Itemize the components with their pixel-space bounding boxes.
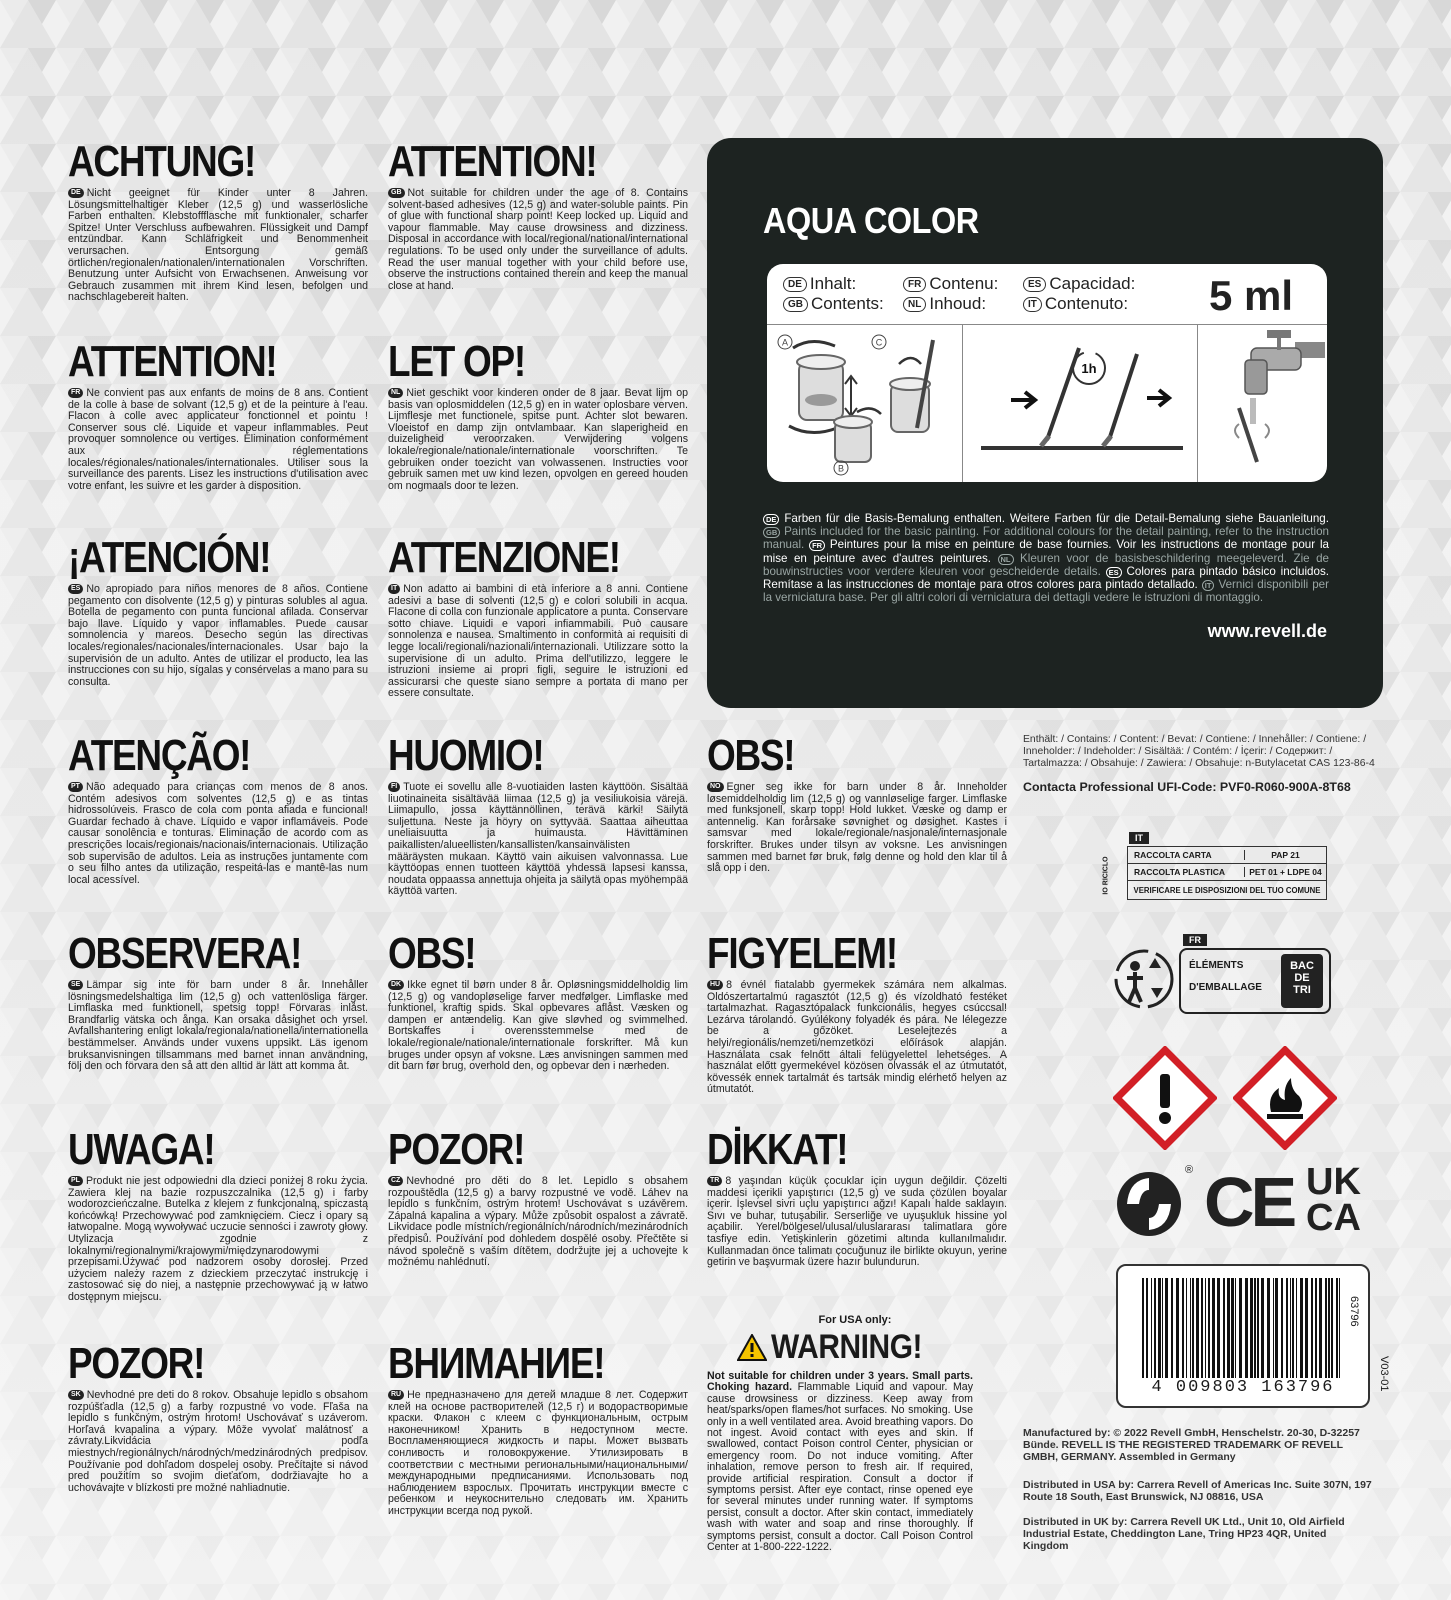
warning-it xyxy=(388,533,688,700)
warning-text: IT Non adatto ai bambini di età inferiore a 8 anni. Contiene adesivi a base di solventi (12,5 g) e colori solubili in acqua. Flacone di colla con funzionale applicatore a punta. Conservare sotto chiave. Liquidi e vapori infiammabili. Può causare sonnolenza e nausea. Smaltimento in conformità ai requisiti di legge locali/regionali/nazionali/internazionali. Utilizzare sotto la supervisione di un adulto. Prima dell'utilizzo, leggere le istruzioni insieme ai propri figli, seguire le istruzioni ed assicurarsi che queste siano sempre a portata di mano per essere consultate. xyxy=(388,583,688,700)
barcode-bar xyxy=(1176,1278,1179,1378)
warning-heading: LET OP! xyxy=(388,337,525,386)
barcode-bar xyxy=(1328,1278,1330,1378)
warning-text: PL Produkt nie jest odpowiedni dla dzieci poniżej 8 roku życia. Zawiera klej na bazie rozpuszczalnika (12,5 g) i farby wodorozcieńczalne. Butelka z klejem z funkcjonalną, spiczastą końcówką! Przechowywać pod zamknięciem. Ciecz i opary są łatwopalne. Mogą wywoływać uczucie senności i zawroty głowy. Utylizacja zgodnie z lokalnymi/regionalnymi/krajowymi/międzynarodowymi przepisami.Używać pod nadzorem osoby dorosłej. Przed użyciem należy razem z dzieckiem przeczytać instrukcję i zastosować się do niej, a następnie przechowywać ją w łatwo dostępnym miejscu. xyxy=(68,1175,368,1303)
lang-badge: CZ xyxy=(388,1176,403,1186)
barcode-bar xyxy=(1146,1278,1148,1378)
lang-badge: ES xyxy=(68,584,83,594)
barcode-bar xyxy=(1296,1278,1297,1378)
warning-text: NL Niet geschikt voor kinderen onder de 8 jaar. Bevat lijm op basis van oplosmiddelen (12,5 g) en in water oplosbare verven. Lijmflesje met functionele, spitse punt. Achter slot bewaren. Vloeistof en damp zijn ontvlambaar. Kan slaperigheid en duizeligheid veroorzaken. Verwijdering volgens lokale/regionale/nationale/internationale voorschriften. Te gebruiken onder toezicht van volwassenen. Instructies voor gebruik samen met uw kind lezen, opvolgen en gereed houden om nogmaals door te lezen. xyxy=(388,387,688,492)
lang-badge: NO xyxy=(707,782,724,792)
usa-text: Not suitable for children under 3 years. Small parts. Choking hazard. Flammable Liquid and vapour. May cause drowsiness or dizziness. Keep away from heat/sparks/open flames/hot surfaces. No smoking. Use only in a well ventilated area. Avoid breathing vapors. Do not ingest. Avoid contact with eyes and skin. If swallowed, contact Poison control Center, physician or emergency room. Do not induce vomiting. After inhalation, remove person to fresh air. If required, provide artificial respiration. Consult a doctor if symptoms persist. After eye contact, rinse opened eye for several minutes under running water. If symptoms persist, consult a doctor. After skin contact, immediately wash with water and soap and rinse thoroughly. If symptoms persist, consult a doctor. Call Poison Control Center at 1-800-222-1222. xyxy=(707,1370,973,1554)
content-row-fr: FR Contenu: xyxy=(903,274,998,294)
barcode-bar xyxy=(1142,1278,1144,1378)
barcode-bar xyxy=(1162,1278,1163,1378)
brush-drying-illustration xyxy=(967,328,1193,478)
warning-heading: ACHTUNG! xyxy=(68,137,256,186)
recycling-table-it xyxy=(1102,832,1327,908)
triman-box: ÉLÉMENTS D'EMBALLAGE BAC DE TRI xyxy=(1179,948,1331,1014)
triman-recycling-fr xyxy=(1113,934,1329,1024)
warning-tr xyxy=(707,1125,1007,1269)
barcode-bar xyxy=(1235,1278,1236,1378)
warning-text: DE Nicht geeignet für Kinder unter 8 Jahren. Lösungsmittelhaltiger Kleber (12,5 g) und wasserlösliche Farben enthalten. Klebstoffflasche mit funktionaler, scharfer Spitze! Unter Verschluss aufbewahren. Flüssigkeit und Dampf entzündbar. Kann Schläfrigkeit und Benommenheit verursachen. Entsorgung gemäß örtlichen/regionalen/nationalen/internationalen Vorschriften. Benutzung unter Aufsicht von Erwachsenen. Anweisung vor Gebrauch zusammen mit ihrem Kind lesen, befolgen und nachschlagebereit halten. xyxy=(68,187,368,304)
warning-text: SE Lämpar sig inte för barn under 8 år. Innehåller lösningsmedelshaltiga lim (12,5 g) och vattenlösliga färger. Limflaska med funktionell, spetsig topp! Förvaras inlåst. Brandfarlig vätska och ånga. Kan orsaka dåsighet och yrsel. Avfallshantering enligt lokala/regionala/nationella/internationella bestämmelser. Används under vuxens uppsikt. Läs igenom bruksanvisningen tillsammans med barnet innan användning, följ den och förvara den så att den alltid är lätt att komma åt. xyxy=(68,979,368,1073)
lang-badge: RU xyxy=(388,1390,404,1400)
warning-heading: ATENÇÃO! xyxy=(68,731,251,780)
usa-label: For USA only: xyxy=(818,1314,892,1326)
warning-heading: DİKKAT! xyxy=(707,1125,848,1174)
version-code: V03-01 xyxy=(1378,1356,1390,1392)
manufacturer-info: Manufactured by: © 2022 Revell GmbH, Henschelstr. 20-30, D-32257 Bünde. REVELL IS THE REGISTERED TRADEMARK OF REVELL GMBH, GERMANY. Assembled in Germany xyxy=(1023,1427,1360,1463)
barcode-bar xyxy=(1254,1278,1256,1378)
warning-text: FI Tuote ei sovellu alle 8-vuotiaiden lasten käyttöön. Sisältää liuotinaineita sisältävää liimaa (12,5 g) ja vesiliukoisia värejä. Liimapullo, jossa käyttännöllinen, terävä kärki! Säilytä suljettuna. Neste ja höyry on syttyvää. Saattaa aiheuttaa uneliaisuutta ja huimausta. Hävittäminen paikallisten/alueellisten/kansallisten/kansainvälisten määräysten mukaan. Käyttö vain aikuisen valvonnassa. Lue käyttöopas ennen tuotteen käyttöä yhdessä lapsesi kanssa, noudata oppaassa annettuja ohjeita ja säilytä opas myöhempää käyttöä varten. xyxy=(388,781,688,898)
ufi-code: Contacta Professional UFI-Code: PVF0-R060-900A-8T68 xyxy=(1023,780,1351,794)
warning-heading: ATTENZIONE! xyxy=(388,533,620,582)
ce-mark: CE xyxy=(1204,1163,1294,1241)
warning-dk xyxy=(388,929,688,1073)
warning-heading: OBS! xyxy=(707,731,795,780)
warning-heading: OBSERVERA! xyxy=(68,929,302,978)
warning-heading: ВНИМАНИЕ! xyxy=(388,1339,605,1388)
barcode-bar xyxy=(1171,1278,1173,1378)
warning-se xyxy=(68,929,368,1073)
divider xyxy=(962,324,963,482)
triman-icon xyxy=(1113,948,1175,1010)
country-badge: FR xyxy=(1183,934,1207,946)
barcode-bar xyxy=(1250,1278,1253,1378)
warning-cz xyxy=(388,1125,688,1269)
lang-badge: IT xyxy=(388,584,400,594)
warning-text: PT Não adequado para crianças com menos de 8 anos. Contém adesivos com solventes (12,5 g) e as tintas hidrossolúveis. Frasco de cola com ponta afiada e funcional! Guardar fechado à chave. Líquido e vapor inflamáveis. Pode causar sonolência e tonturas. Eliminação de acordo com as prescrições locais/regionais/nacionais/internacionais. Utilização sob supervisão de adultos. Leia as instruções juntamente com o seu filho antes da utilização, respeitá-las e mantê-las num local acessível. xyxy=(68,781,368,886)
warning-triangle-icon xyxy=(737,1334,767,1361)
quantity: 5 ml xyxy=(1208,272,1293,319)
barcode-bar xyxy=(1158,1278,1161,1378)
ukca-mark: UK CA xyxy=(1306,1161,1361,1239)
barcode-bar xyxy=(1186,1278,1187,1378)
warning-es xyxy=(68,533,368,688)
barcode-bar xyxy=(1239,1278,1242,1378)
barcode-bar xyxy=(1300,1278,1303,1378)
warning-heading: ¡ATENCIÓN! xyxy=(68,533,271,582)
warning-text: NO Egner seg ikke for barn under 8 år. Inneholder løsemiddelholdig lim (12,5 g) og vannløselige farger. Limflaske med funksjonell, skarp topp! Hold lukket. Væske og damp er antennelig. Kan forårsake søvnighet og døsighet. Kastes i samsvar med lokale/regionale/nasjonale/internasjonale forskrifter. Brukes under tilsyn av voksne. Les anvisningen sammen med barnet før bruk, følg denne og hold den klar til å slå opp i den. xyxy=(707,781,1007,875)
website-url: www.revell.de xyxy=(1207,621,1327,641)
distributor-usa: Distributed in USA by: Carrera Revell of Americas Inc. Suite 307N, 197 Route 18 South, East Brunswick, NJ 08816, USA xyxy=(1023,1479,1372,1503)
usa-heading: WARNING! xyxy=(771,1328,923,1366)
warning-text: GB Not suitable for children under the age of 8. Contains solvent-based adhesives (12,5 g) and water-soluble paints. Pin of glue with functional sharp point! Keep locked up. Liquid and vapour flammable. May cause drowsiness and dizziness. Disposal in accordance with local/regional/national/international regulations. To be used only under the surveillance of adults. Read the user manual together with your child before use, observe the instructions contained therein and keep the manual close at hand. xyxy=(388,187,688,292)
product-panel xyxy=(707,138,1383,708)
warning-text: CZ Nevhodné pro děti do 8 let. Lepidlo s obsahem rozpouštědla (12,5 g) a barvy rozpustné ve vodě. Láhev na lepidlo s funkčním, ostrým hrotem! Uschovávat s uzávěrem. Zápalná kapalina a výpary. Může způsobit ospalost a závratě. Likvidace podle místních/regionálních/národních/mezinárodních předpisů. Používání pod dohledem dospělé osoby. Přečtěte si návod společně s vaším dítětem, dodržujte jej a uchovejte k možnému nahlédnutí. xyxy=(388,1175,688,1269)
lang-badge: SK xyxy=(68,1390,84,1400)
barcode-bar xyxy=(1217,1278,1220,1378)
lang-badge: PT xyxy=(68,782,83,792)
divider xyxy=(1197,324,1198,482)
barcode-icon xyxy=(1142,1278,1344,1378)
content-row-es: ES Capacidad: xyxy=(1023,274,1135,294)
warning-text: ES No apropiado para niños menores de 8 años. Contiene pegamento con disolvente (12,5 g) y pinturas solubles al agua. Botella de pegamento con punta funcional afilada. Conservar bajo llave. Líquido y vapor inflamables. Puede causar somnolencia y mareos. Desecho según las directivas locales/regionales/nacionales/internacionales. Usar bajo la supervisión de un adulto. Antes de utilizar el producto, lea las instrucciones con su hijo, sígalas y consérvelas a mano para su consulta. xyxy=(68,583,368,688)
barcode-box xyxy=(1116,1264,1370,1408)
warning-fr xyxy=(68,337,368,492)
barcode-bar xyxy=(1192,1278,1194,1378)
barcode-bar xyxy=(1165,1278,1168,1378)
content-row-gb: GB Contents: xyxy=(783,294,884,314)
sorting-bin-icon: BAC DE TRI xyxy=(1281,954,1323,1008)
barcode-bar xyxy=(1151,1278,1152,1378)
lang-badge: NL xyxy=(388,388,403,398)
warning-hu xyxy=(707,929,1007,1096)
barcode-bar xyxy=(1212,1278,1215,1378)
warning-text: DK Ikke egnet til børn under 8 år. Opløsningsmiddelholdig lim (12,5 g) og vandopløselige farver medfølger. Limflaske med funktionel, kraftig spids. Skal opbevares aflåst. Væsken og dampen er antændelig. Kan give sløvhed og svimmelhed. Bortskaffes i overensstemmelse med de lokale/regionale/nationale/internationale forskrifter. Må kun bruges under opsyn af voksne. Læs anvisningen sammen med dit barn før brug, overhold den, og opbevar den i nærheden. xyxy=(388,979,688,1073)
warning-heading: ATTENTION! xyxy=(68,337,277,386)
barcode-bar xyxy=(1231,1278,1234,1378)
dry-time: 1h xyxy=(1081,361,1097,376)
step-label: C xyxy=(875,337,883,348)
barcode-bar xyxy=(1257,1278,1259,1378)
warning-text: SK Nevhodné pre deti do 8 rokov. Obsahuje lepidlo s obsahom rozpúšťadla (12,5 g) a farby rozpustné vo vode. Fľaša na lepidlo s funkčným, ostrým hrotom! Uschovávať s uzáverom. Horľavá kvapalina a výpary. Môže vyvolať malátnosť a závraty.Likvidácia podľa miestnych/regionálnych/národných/medzinárodných predpisov. Používanie pod dohľadom dospelej osoby. Prečítajte si návod pred použitím so svojim dieťaťom, dodržiavajte ho a uchovávajte v blízkosti pre možné nahliadnutie. xyxy=(68,1389,368,1494)
barcode-bar xyxy=(1292,1278,1294,1378)
warning-text: HU 8 évnél fiatalabb gyermekek számára nem alkalmas. Oldószertartalmú ragasztót (12,5 g) és vízoldható festéket tartalmazhat. Ragasztópalack funkcionális, hegyes csúccsal! Lezárva tárolandó. Gyúlékony folyadék és pára. Ne lélegezze be a gőzöket. Leselejtezés a helyi/regionális/nemzeti/nemzetközi előírások alapján. Használata csak felnőtt általi felügyelettel lehetséges. A használat előtt gyermekével közösen olvassák el az útmutatót, kövessék ennek tartalmát és tartsák mindig elérhető helyen az útmutatót. xyxy=(707,979,1007,1096)
warning-de xyxy=(68,137,368,304)
warning-text: TR 8 yaşından küçük çocuklar için uygun değildir. Çözelti maddesi içerikli yapıştırıcı (12,5 g) ve suda çözülen boyalar içerir. İşlevsel sivri uçlu yapıştırıcı ağzı! Kapalı halde saklayın. Sıvı ve buhar, tutuşabilir. Serserliğe ve uyuşukluk hissine yol açabilir. Yerel/bölgesel/ulusal/uluslararası talimatlara göre tasfiye edin. Yetişkinlerin gözetimi altında kullanılmalıdır. Kullanmadan önce talimatı çocuğunuz ile birlikte okuyun, yerine getirin ve başvurmak üzere hazır bulundurun. xyxy=(707,1175,1007,1269)
barcode-bar xyxy=(1182,1278,1184,1378)
barcode-digits: 4 009803 163796 xyxy=(1151,1378,1335,1397)
usa-warning xyxy=(707,1314,973,1554)
barcode-side-code: 63796 xyxy=(1348,1296,1360,1327)
barcode-bar xyxy=(1201,1278,1203,1378)
barcode-bar xyxy=(1245,1278,1248,1378)
warning-no xyxy=(707,731,1007,875)
content-row-de: DE Inhalt: xyxy=(783,274,856,294)
barcode-bar xyxy=(1205,1278,1206,1378)
registered-mark: ® xyxy=(1185,1164,1194,1176)
barcode-bar xyxy=(1290,1278,1291,1378)
barcode-bar xyxy=(1331,1278,1333,1378)
lang-badge: DK xyxy=(388,980,404,990)
warning-heading: UWAGA! xyxy=(68,1125,215,1174)
tap-rinse-illustration xyxy=(1199,328,1327,478)
lang-badge: GB xyxy=(388,188,405,198)
paint-pot-open-illustration xyxy=(771,328,959,478)
warning-fi xyxy=(388,731,688,898)
barcode-bar xyxy=(1336,1278,1338,1378)
warning-pl xyxy=(68,1125,368,1304)
product-name: AQUA COLOR xyxy=(763,200,979,241)
warning-ru xyxy=(388,1339,688,1518)
divider xyxy=(767,324,1327,325)
content-row-it: IT Contenuto: xyxy=(1023,294,1128,314)
lang-badge: HU xyxy=(707,980,723,990)
lang-badge: SE xyxy=(68,980,83,990)
ghs-exclamation-icon xyxy=(1113,1046,1217,1150)
contents-card xyxy=(767,264,1327,482)
warning-nl xyxy=(388,337,688,492)
warning-heading: FIGYELEM! xyxy=(707,929,897,978)
barcode-bar xyxy=(1311,1278,1313,1378)
product-description: DE Farben für die Basis-Bemalung enthalten. Weitere Farben für die Detail-Bemalung siehe Bauanleitung. GB Paints included for the basic painting. For additional colours for the detail painting, refer to the instruction manual. FR Peintures pour la mise en peinture de base fournies. Voir les instructions de montage pour la mise en peinture avec d'autres peintures. NL Kleuren voor de basisbeschildering meegeleverd. Zie de bouwinstructies voor verdere kleuren voor gescheiderde details. ES Colores para pintado básico incluidos. Remítase a las instrucciones de montaje para otros colores para pintado detallado. IT Vernici disponibili per la verniciatura base. Per gli altri colori di verniciatura dei dettagli vedere le istruzioni di montaggio. xyxy=(763,512,1329,605)
lang-badge: FI xyxy=(388,782,400,792)
warning-sk xyxy=(68,1339,368,1494)
content-row-nl: NL Inhoud: xyxy=(903,294,986,314)
step-label: B xyxy=(837,463,845,474)
barcode-bar xyxy=(1208,1278,1210,1378)
step-label: A xyxy=(781,337,789,348)
ingredients-text: Enthält: / Contains: / Content: / Bevat: / Contiene: / Innehåller: / Contiene: / Inneholder: / Indeholder: / Sisältää: / Contém: / İçerir: / Содержит: / Tartalmazza: / Obsahuje: / Zawiera: / Obsahuje: n-Butylacetat CAS 123-86-4 xyxy=(1023,734,1375,770)
barcode-bar xyxy=(1227,1278,1230,1378)
warning-text: RU Не предназначено для детей младше 8 лет. Содержит клей на основе растворителей (12,5 г) и водорастворимые краски. Флакон с клеем с функциональным, острым наконечником! Хранить в недоступном месте. Воспламеняющиеся жидкость и пары. Может вызвать сонливость и головокружение. Утилизировать в соответствии с местными региональными/национальными/международными предписаниями. Использовать под наблюдением взрослых. Прочитать инструкции вместе с ребенком и неукоснительно следовать им. Хранить инструкции всегда под рукой. xyxy=(388,1389,688,1517)
barcode-bar xyxy=(1339,1278,1340,1378)
recycling-side-label: IO RICICLO xyxy=(1102,856,1110,895)
warning-pt xyxy=(68,731,368,886)
lang-badge: TR xyxy=(707,1176,722,1186)
barcode-bar xyxy=(1319,1278,1322,1378)
barcode-bar xyxy=(1154,1278,1156,1378)
barcode-bar xyxy=(1267,1278,1270,1378)
barcode-bar xyxy=(1325,1278,1327,1378)
barcode-bar xyxy=(1273,1278,1274,1378)
lang-badge: FR xyxy=(68,388,83,398)
warning-heading: OBS! xyxy=(388,929,476,978)
lang-badge: DE xyxy=(68,188,84,198)
barcode-bar xyxy=(1223,1278,1225,1378)
warning-gb xyxy=(388,137,688,292)
barcode-bar xyxy=(1196,1278,1199,1378)
warning-heading: POZOR! xyxy=(388,1125,525,1174)
barcode-bar xyxy=(1275,1278,1278,1378)
warning-heading: ATTENTION! xyxy=(388,137,597,186)
country-badge: IT xyxy=(1129,832,1149,844)
barcode-bar xyxy=(1261,1278,1264,1378)
warning-heading: HUOMIO! xyxy=(388,731,544,780)
warning-heading: POZOR! xyxy=(68,1339,205,1388)
warning-text: FR Ne convient pas aux enfants de moins de 8 ans. Contient de la colle à base de solvant (12,5 g) et de la peinture à l'eau. Flacon à colle avec applicateur fonctionnel et pointu ! Conserver sous clé. Liquide et vapeur inflammables. Peut provoquer somnolence ou vertiges. Élimination conformément aux réglementations locales/régionales/nationales/internationales. Utiliser sous la surveillance des parents. Lisez les instructions d'utilisation avec votre enfant, les suivre et les garder à disposition. xyxy=(68,387,368,492)
recycling-rows: RACCOLTA CARTA PAP 21 RACCOLTA PLASTICA PET 01 + LDPE 04 VERIFICARE LE DISPOSIZIONI DEL TUO COMUNE xyxy=(1127,846,1327,900)
ghs-flame-icon xyxy=(1233,1046,1337,1150)
distributor-uk: Distributed in UK by: Carrera Revell UK Ltd., Unit 10, Old Airfield Industrial Estate, Cheddington Lane, Tring HP23 4QR, United Kingdom xyxy=(1023,1516,1345,1552)
barcode-bar xyxy=(1190,1278,1191,1378)
barcode-bar xyxy=(1315,1278,1317,1378)
barcode-bar xyxy=(1286,1278,1288,1378)
barcode-bar xyxy=(1281,1278,1283,1378)
barcode-bar xyxy=(1305,1278,1308,1378)
lang-badge: PL xyxy=(68,1176,83,1186)
green-dot-icon xyxy=(1113,1164,1189,1240)
